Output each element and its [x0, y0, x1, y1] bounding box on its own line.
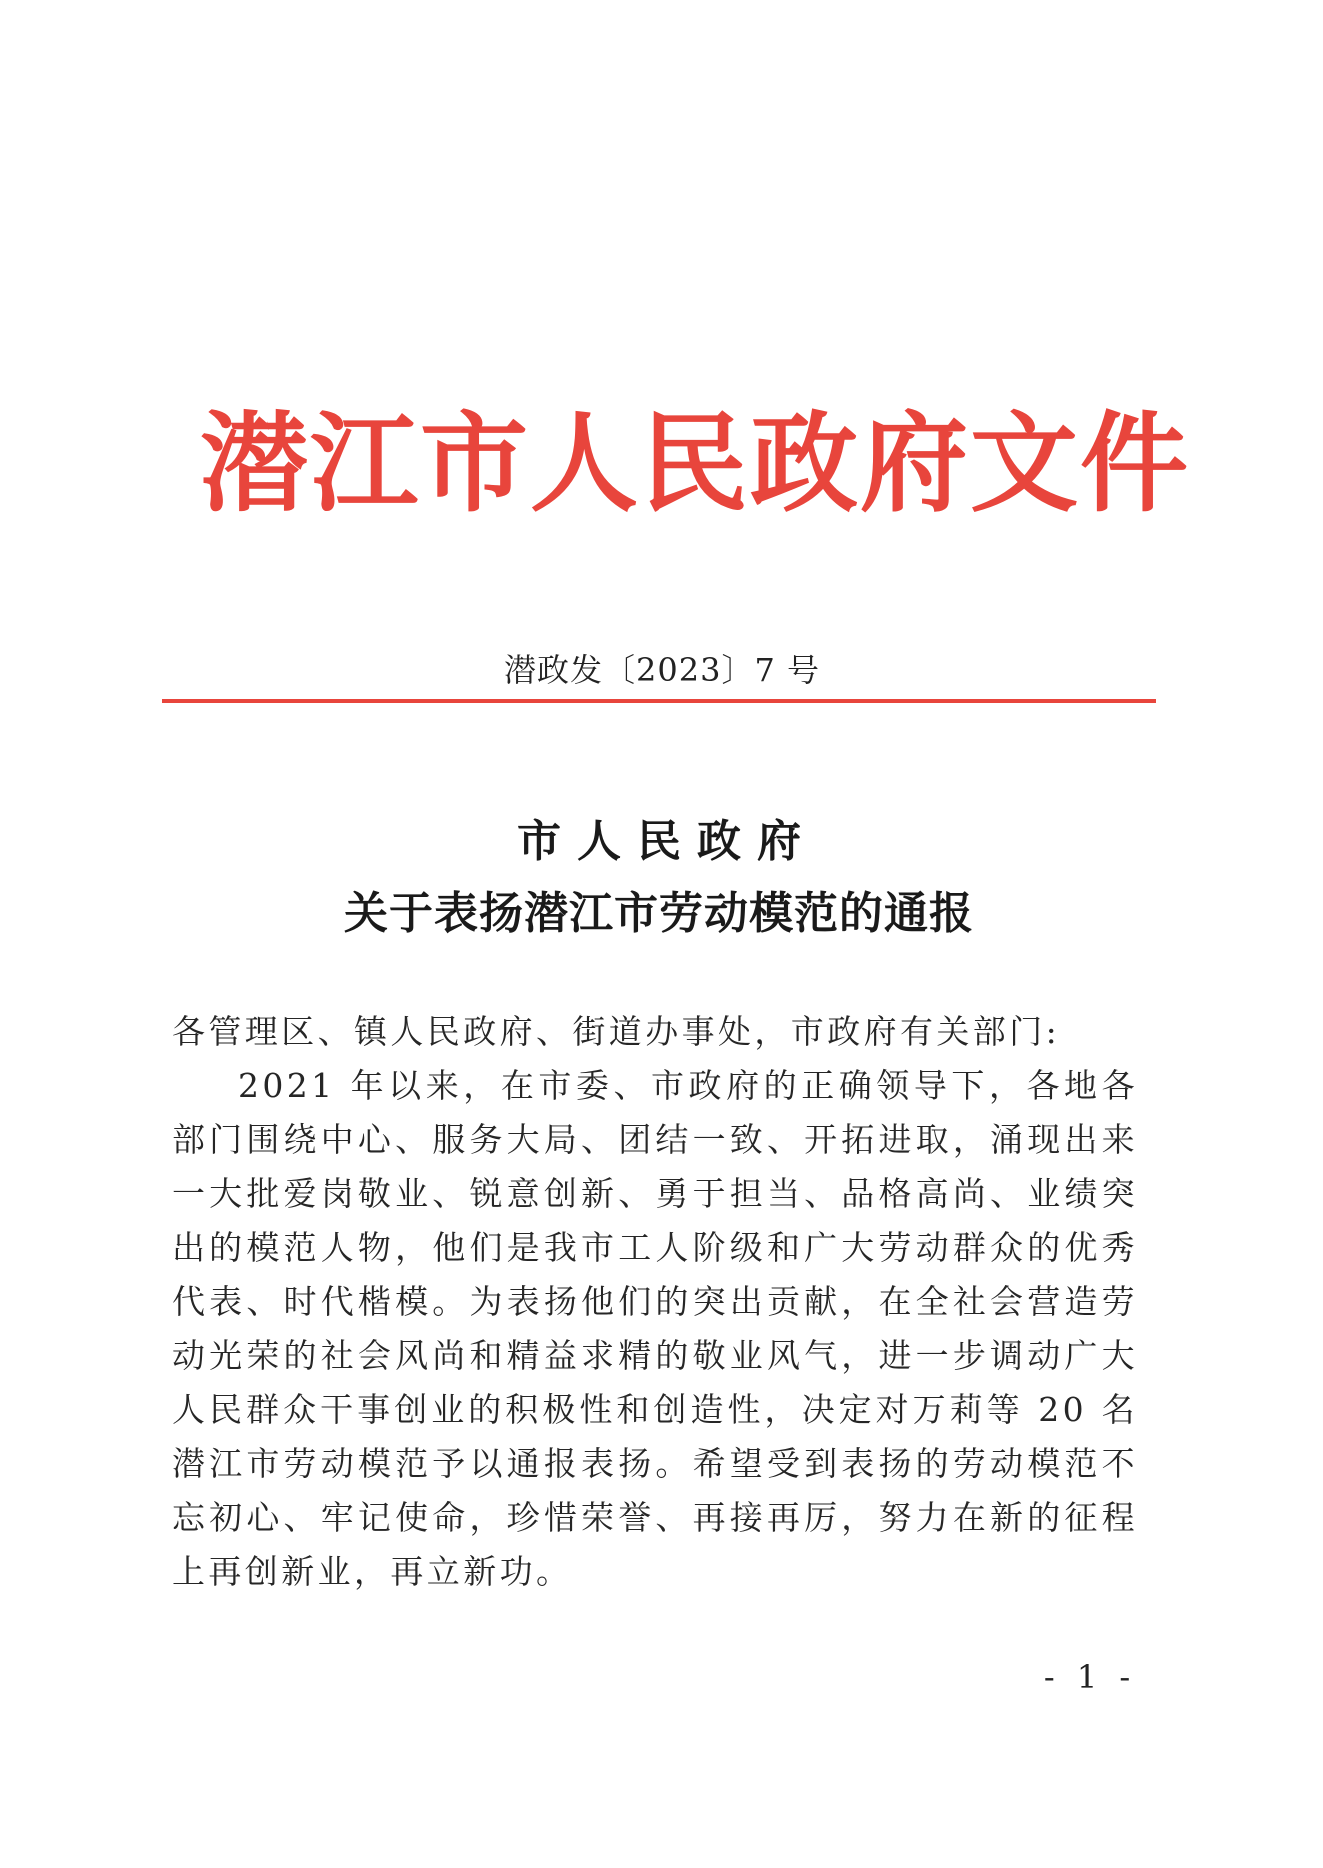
notice-body: [172, 1005, 1138, 1599]
document-header-title: 潜江市人民政府文件: [200, 402, 1191, 527]
document-number: 潜政发〔2023〕7 号: [504, 651, 820, 689]
page-number: - 1 -: [1043, 1658, 1137, 1696]
body-paragraph: 2021 年以来，在市委、市政府的正确领导下，各地各部门围绕中心、服务大局、团结一致、开拓进取，涌现出来一大批爱岗敬业、锐意创新、勇于担当、品格高尚、业绩突出的模范人物，他们是我市工人阶级和广大劳动群众的优秀代表、时代楷模。为表扬他们的突出贡献，在全社会营造劳动光荣的社会风尚和精益求精的敬业风气，进一步调动广大人民群众干事创业的积极性和创造性，决定对万莉等 20 名潜江市劳动模范予以通报表扬。希望受到表扬的劳动模范不忘初心、牢记使命，珍惜荣誉、再接再厉，努力在新的征程上再创新业，再立新功。: [172, 1066, 1138, 1591]
red-divider-rule: [162, 699, 1156, 703]
notice-title-issuer: 市人民政府: [517, 816, 817, 867]
notice-title-subject: 关于表扬潜江市劳动模范的通报: [344, 888, 974, 939]
salutation: 各管理区、镇人民政府、街道办事处，市政府有关部门:: [172, 1012, 1061, 1051]
notice-title: [162, 810, 1156, 946]
